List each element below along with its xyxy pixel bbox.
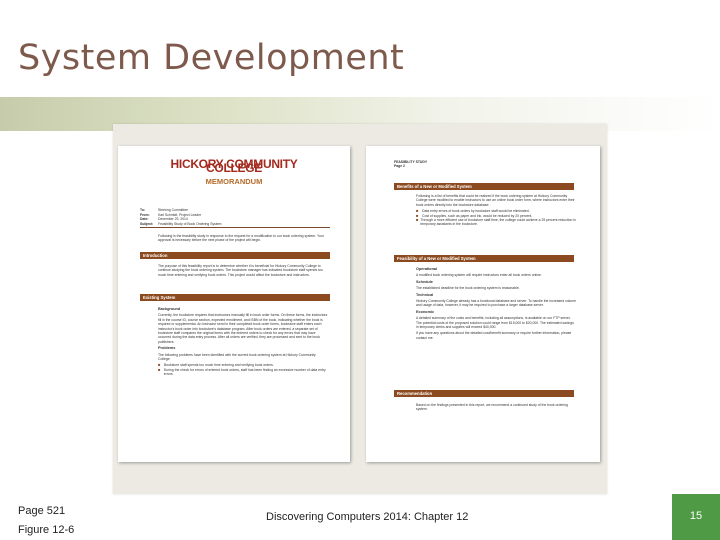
memo-divider — [140, 227, 330, 228]
background-label: Background — [158, 307, 181, 311]
memo-header-row — [140, 222, 330, 227]
feasibility-page — [366, 146, 600, 462]
schedule-label: Schedule — [416, 279, 433, 284]
feasibility-section — [416, 267, 576, 342]
memo-header-key: To: — [140, 208, 146, 212]
introduction-heading: Introduction — [140, 252, 330, 259]
memo-college-name: HICKORY COMMUNITY COLLEGE — [170, 157, 298, 176]
feasibility-page-label — [394, 160, 427, 169]
bullet-icon: ■ — [158, 366, 161, 372]
benefit-text: Cost of supplies, such as paper and ink, would be reduced by 20 percent. — [422, 213, 533, 218]
benefit-item — [416, 218, 576, 227]
problems-text: The following problems have been identified with the current book ordering system at Hickory Community College: — [158, 352, 316, 362]
introduction-section — [158, 264, 328, 279]
memo-title: MEMORANDUM — [205, 177, 263, 186]
footer-page-reference: Page 521 — [18, 505, 66, 517]
existing-system-heading: Existing System — [140, 294, 330, 301]
bullet-icon: ■ — [416, 217, 419, 223]
feasibility-heading: Feasibility of a New or Modified System — [394, 255, 574, 262]
questions-text: If you have any questions about the detailed cost/benefit summary or require further information, please contact me. — [416, 331, 572, 340]
technical-label: Technical — [416, 292, 434, 297]
problem-text: During the check for errors of entered book orders, staff has been finding an excessive number of data entry errors. — [163, 367, 326, 377]
bullet-icon: ■ — [416, 212, 419, 218]
memo-header-value: Steering Committee — [158, 208, 188, 212]
operational-label: Operational — [416, 267, 438, 271]
memo-header-key: From: — [140, 212, 150, 217]
memo-intro-paragraph — [158, 234, 328, 245]
benefits-section — [416, 194, 576, 227]
memo-header-key: Subject: — [140, 221, 154, 226]
economic-text: A detailed summary of the costs and benefits, including all assumptions, is available on our FTP server. The potential costs of the proposed solution could range from $15,000 to $20,000. The estimated savings in temporary clerks and supplies will exceed $40,000. — [416, 316, 574, 330]
problem-item — [158, 368, 328, 377]
technical-text: Hickory Community College already has a functional database and server. To handle the increased volume and usage of data, however, it may be required to purchase a larger database server. — [416, 299, 576, 308]
memo-header-value: Feasibility Study of Book Ordering System — [158, 221, 222, 226]
slide-title: System Development — [18, 38, 405, 78]
feasibility-label-line: FEASIBILITY STUDY — [394, 160, 428, 164]
memo-header-key: Date: — [140, 217, 149, 222]
introduction-text: The purpose of this feasibility report is to determine whether it is beneficial for Hickory Community College to continue studying the book ordering system. The bookstore manager has indicated bookstore staff spends too much time entering and verifying book orders. This project would affect the bookstore and instructors. — [158, 264, 323, 277]
existing-system-section — [158, 307, 328, 377]
problems-label: Problems — [158, 346, 176, 351]
memo-intro-text: Following is the feasibility study in response to the request for a modification to our book ordering system. Your approval is necessary before the next phase of the project will begin. — [158, 234, 324, 243]
schedule-text: The established deadline for the book ordering system is reasonable. — [416, 286, 520, 291]
recommendation-text: Based on the findings presented in this report, we recommend a continued study of the book ordering system. — [416, 403, 568, 412]
operational-text: A modified book ordering system will require instructors enter all book orders online. — [416, 273, 542, 278]
benefit-text: Through a more efficient use of bookstore staff time, the college could achieve a 25 percent reduction in temporary assistants in the bookstore. — [420, 218, 576, 227]
problem-text: Bookstore staff spends too much time entering and verifying book orders. — [164, 363, 274, 368]
benefit-text: Data entry errors of book orders by bookstore staff would be eliminated. — [422, 209, 530, 214]
recommendation-heading: Recommendation — [394, 390, 574, 397]
benefits-heading: Benefits of a New or Modified System — [394, 183, 574, 190]
recommendation-section — [416, 403, 576, 414]
memo-header — [140, 208, 330, 228]
memo-page — [118, 146, 350, 462]
slide-number-badge: 15 — [672, 494, 720, 540]
feasibility-page-number: Page 2 — [394, 164, 405, 169]
economic-label: Economic — [416, 309, 435, 314]
bullet-icon: ■ — [416, 208, 419, 214]
footer-figure-reference: Figure 12-6 — [18, 524, 75, 536]
bullet-icon: ■ — [158, 362, 161, 368]
footer-course-title: Discovering Computers 2014: Chapter 12 — [266, 511, 469, 523]
background-text: Currently, the bookstore requires that instructors manually fill in book order forms. On these forms, the instructors fill in the course ID, course section, expected enrollment, and ISBN of the book, indicating whether the book is required or supplemental. An instructor send in their completed book order forms, bookstore staff enters each instructor's book order into bookstore's database program. After book orders are entered, a separate set of bookstore staff compares the original forms with the entered orders to check for any errors that may have occurred during the data entry process. After all orders are verified, they are processed and sent to the book publishers. — [158, 313, 328, 344]
benefits-text: Following is a list of benefits that could be realized if the book ordering system at Hickory Community College were modified to enable instructors to use an online book order form, where instructors enter their book orders directly into the bookstore database: — [416, 194, 575, 207]
memo-header-value: December 29, 2014 — [158, 217, 188, 222]
memo-header-value: Karl Schmidt, Project Leader — [158, 212, 202, 217]
